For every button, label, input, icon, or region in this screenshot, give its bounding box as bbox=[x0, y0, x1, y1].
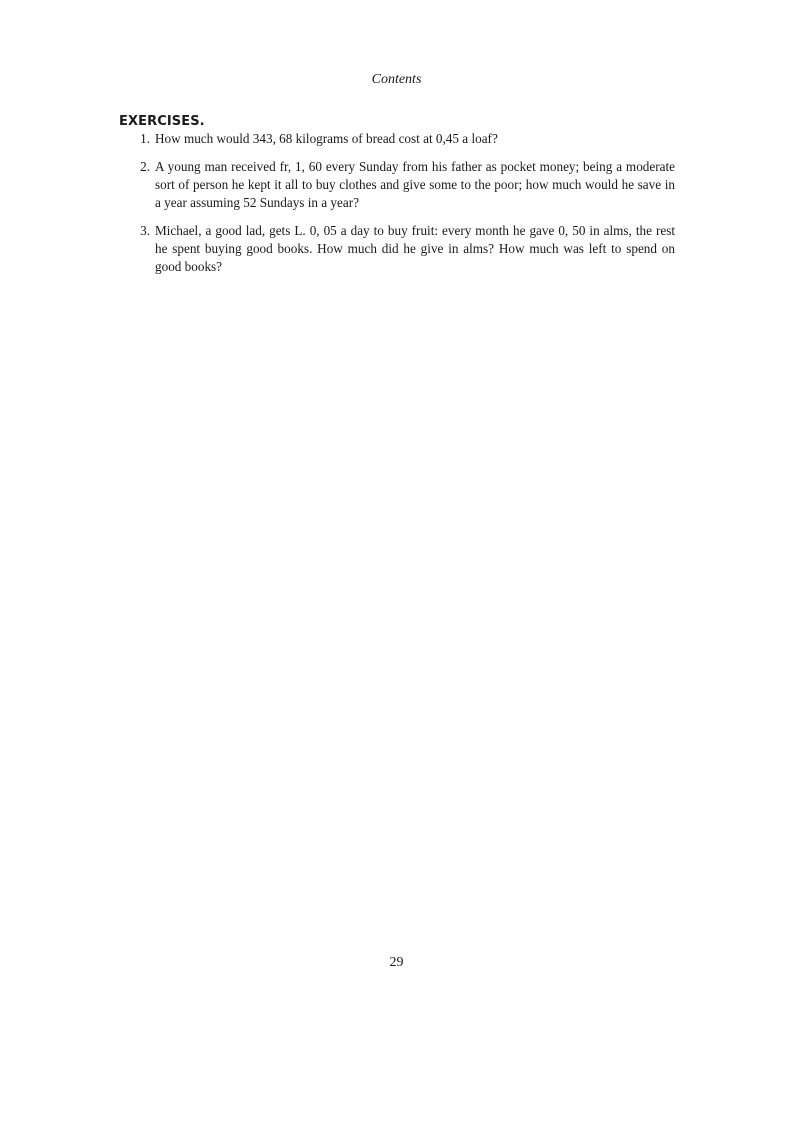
running-header: Contents bbox=[371, 72, 422, 87]
exercise-item-3 bbox=[119, 222, 675, 276]
exercise-number: 2. bbox=[140, 159, 150, 174]
exercise-number: 3. bbox=[140, 223, 150, 238]
exercise-number: 1. bbox=[140, 131, 150, 146]
section-heading: EXERCISES. bbox=[119, 114, 205, 129]
exercise-list bbox=[119, 130, 675, 286]
exercise-text: How much would 343, 68 kilograms of bread cost at 0,45 a loaf? bbox=[155, 131, 498, 146]
exercise-item-2 bbox=[119, 158, 675, 212]
exercise-text: Michael, a good lad, gets L. 0, 05 a day to buy fruit: every month he gave 0, 50 in alms, the rest he spent buying good books. How much did he give in alms? How much was left to spend on good books? bbox=[155, 223, 675, 274]
page-number: 29 bbox=[389, 955, 404, 970]
exercise-text: A young man received fr, 1, 60 every Sunday from his father as pocket money; being a moderate sort of person he kept it all to buy clothes and give some to the poor; how much would he save in a year assuming 52 Sundays in a year? bbox=[155, 159, 675, 210]
exercise-item-1 bbox=[119, 130, 675, 148]
